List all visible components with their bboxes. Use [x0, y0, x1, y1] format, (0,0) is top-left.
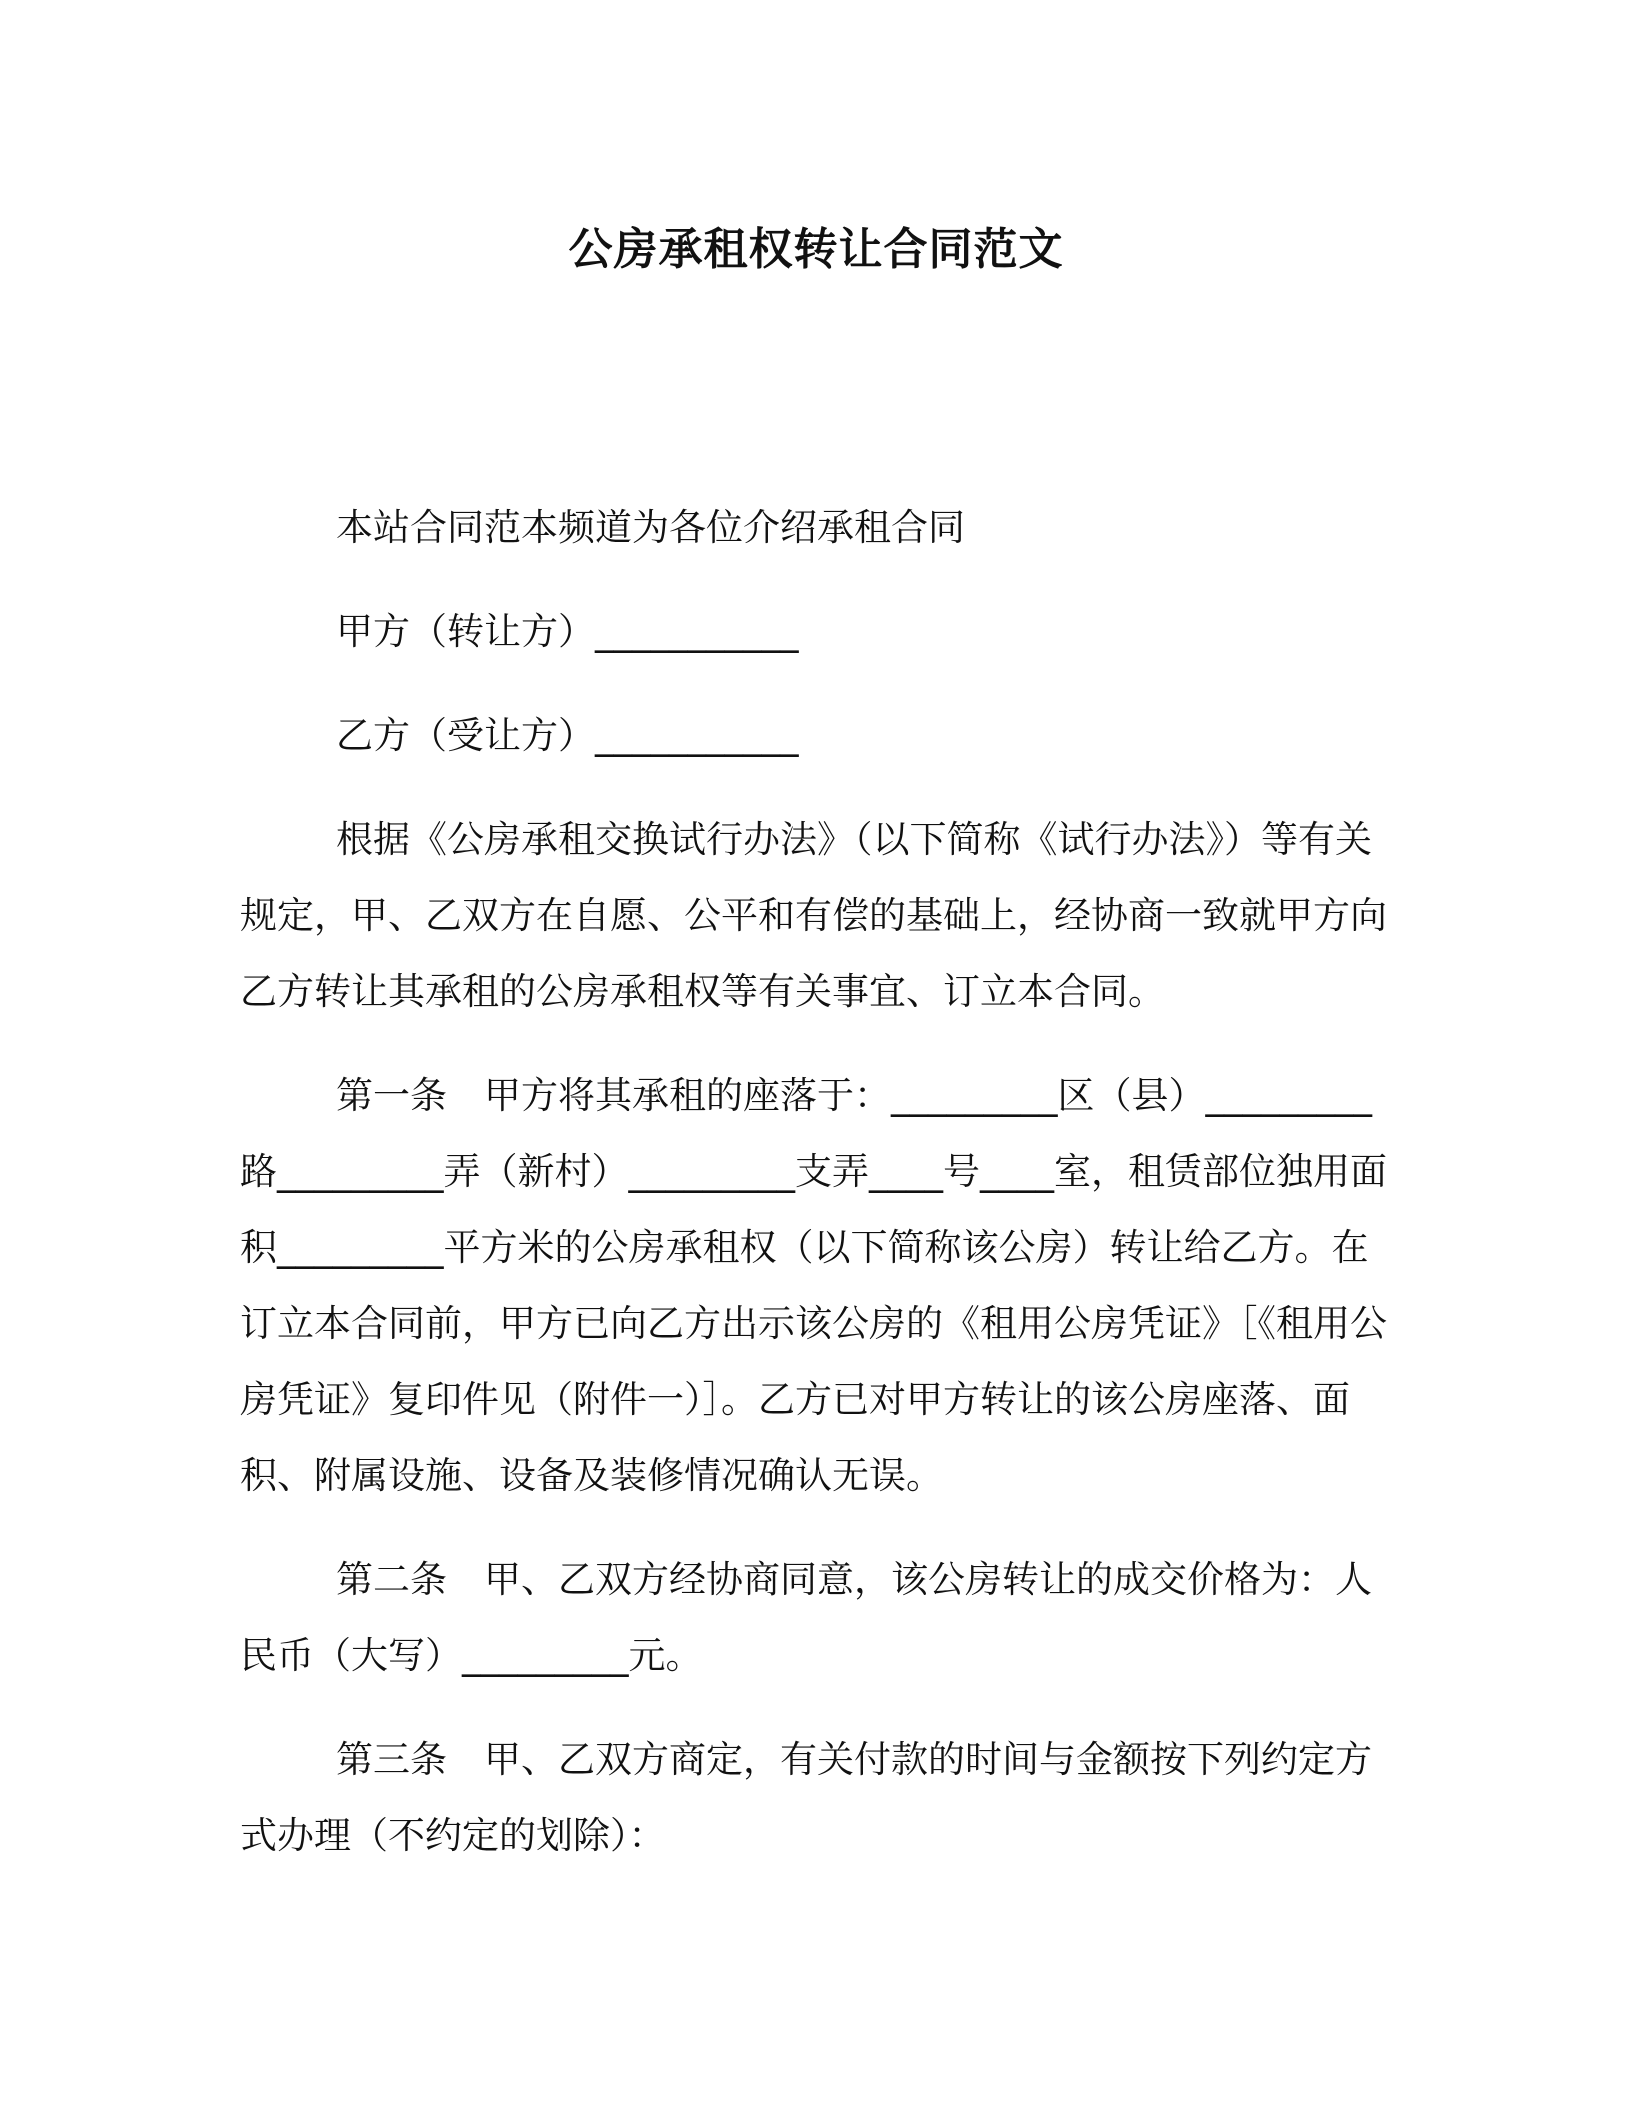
intro-paragraph: 本站合同范本频道为各位介绍承租合同 — [336, 506, 965, 549]
document-body — [240, 490, 1392, 1902]
preamble-paragraph: 根据《公房承租交换试行办法》（以下简称《试行办法》）等有关规定，甲、乙双方在自愿、公平和有偿的基础上，经协商一致就甲方向乙方转让其承租的公房承租权等有关事宜、订立本合同。 — [240, 818, 1387, 1013]
document-title: 公房承租权转让合同范文 — [568, 224, 1064, 275]
article-2-paragraph: 第二条 甲、乙双方经协商同意，该公房转让的成交价格为：人民币（大写）_________元。 — [240, 1558, 1372, 1677]
article-3-paragraph: 第三条 甲、乙双方商定，有关付款的时间与金额按下列约定方式办理（不约定的划除）： — [240, 1738, 1372, 1857]
party-b-line: 乙方（受让方）___________ — [336, 714, 799, 757]
article-1-paragraph: 第一条 甲方将其承租的座落于：_________区（县）_________路_________弄（新村）_________支弄____号____室，租赁部位独用面积_________平方米的公房承租权（以下简称该公房）转让给乙方。在订立本合同前，甲方已向乙方出示该公房的《租用公房凭证》［《租用公房凭证》复印件见（附件一）］。乙方已对甲方转让的该公房座落、面积、附属设施、设备及装修情况确认无误。 — [240, 1074, 1387, 1497]
party-a-line: 甲方（转让方）___________ — [336, 610, 799, 653]
